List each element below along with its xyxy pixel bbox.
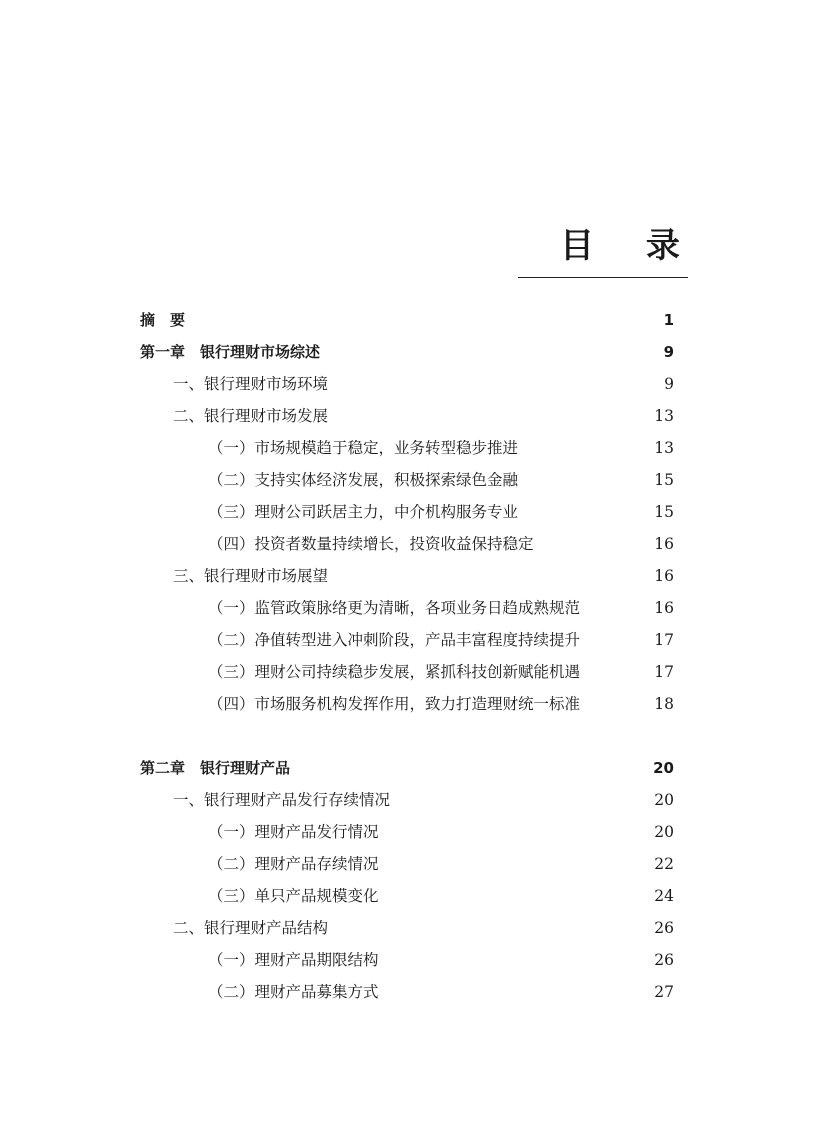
toc-entry-title: （二）净值转型进入冲刺阶段，产品丰富程度持续提升 (208, 631, 581, 649)
toc-entry-page: 15 (654, 503, 674, 521)
toc-entry[interactable] (140, 656, 676, 688)
toc-entry-title: 三、银行理财市场展望 (173, 567, 329, 585)
toc-entry-title: 第二章 银行理财产品 (140, 759, 291, 777)
toc-entry-title: （四）市场服务机构发挥作用，致力打造理财统一标准 (208, 695, 581, 713)
toc-entry-page: 16 (654, 567, 674, 585)
toc-entry-title: 一、银行理财市场环境 (173, 375, 329, 393)
page-title: 目 录 (560, 226, 700, 266)
toc-entry-title: （二）理财产品募集方式 (208, 983, 379, 1001)
toc-entry-page: 26 (654, 919, 674, 937)
toc-entry-page: 27 (654, 983, 674, 1001)
toc-entry-page: 9 (663, 343, 674, 361)
toc-entry[interactable] (140, 784, 676, 816)
toc-entry[interactable] (140, 752, 676, 784)
toc-entry[interactable] (140, 976, 676, 1008)
toc-entry-page: 17 (654, 663, 674, 681)
toc-entry-title: 摘 要 (140, 311, 186, 329)
toc-spacer (140, 720, 676, 752)
toc-entry-title: （一）监管政策脉络更为清晰，各项业务日趋成熟规范 (208, 599, 581, 617)
toc-entry-title: （三）单只产品规模变化 (208, 887, 379, 905)
toc-entry-title: （一）理财产品发行情况 (208, 823, 379, 841)
table-of-contents (140, 304, 676, 1008)
toc-entry[interactable] (140, 944, 676, 976)
toc-entry-page: 16 (654, 599, 674, 617)
toc-entry-page: 20 (653, 759, 674, 777)
toc-entry-title: 二、银行理财产品结构 (173, 919, 329, 937)
title-underline (518, 277, 688, 278)
toc-entry[interactable] (140, 560, 676, 592)
toc-entry-page: 15 (654, 471, 674, 489)
toc-entry-page: 20 (654, 823, 674, 841)
toc-entry-title: 一、银行理财产品发行存续情况 (173, 791, 391, 809)
toc-entry-page: 16 (654, 535, 674, 553)
toc-entry-page: 18 (654, 695, 674, 713)
toc-entry[interactable] (140, 464, 676, 496)
toc-entry[interactable] (140, 816, 676, 848)
toc-entry[interactable] (140, 336, 676, 368)
toc-entry-page: 13 (654, 439, 674, 457)
toc-entry-title: （四）投资者数量持续增长，投资收益保持稳定 (208, 535, 534, 553)
toc-entry-page: 20 (654, 791, 674, 809)
toc-entry-title: （二）理财产品存续情况 (208, 855, 379, 873)
toc-entry-title: （一）理财产品期限结构 (208, 951, 379, 969)
toc-entry[interactable] (140, 688, 676, 720)
toc-entry-page: 17 (654, 631, 674, 649)
toc-entry[interactable] (140, 304, 676, 336)
toc-entry[interactable] (140, 848, 676, 880)
toc-entry[interactable] (140, 368, 676, 400)
toc-entry-title: （三）理财公司持续稳步发展，紧抓科技创新赋能机遇 (208, 663, 581, 681)
toc-entry-page: 26 (654, 951, 674, 969)
toc-entry-page: 1 (663, 311, 674, 329)
toc-entry-title: 第一章 银行理财市场综述 (140, 343, 321, 361)
toc-entry[interactable] (140, 592, 676, 624)
toc-entry-title: （三）理财公司跃居主力，中介机构服务专业 (208, 503, 519, 521)
toc-entry[interactable] (140, 624, 676, 656)
toc-entry-title: （二）支持实体经济发展，积极探索绿色金融 (208, 471, 519, 489)
toc-entry[interactable] (140, 496, 676, 528)
toc-entry-page: 13 (654, 407, 674, 425)
toc-entry-title: 二、银行理财市场发展 (173, 407, 329, 425)
toc-entry-page: 9 (664, 375, 674, 393)
toc-entry-page: 24 (654, 887, 674, 905)
toc-entry[interactable] (140, 432, 676, 464)
toc-entry[interactable] (140, 528, 676, 560)
toc-entry[interactable] (140, 400, 676, 432)
toc-entry[interactable] (140, 880, 676, 912)
toc-entry-title: （一）市场规模趋于稳定，业务转型稳步推进 (208, 439, 519, 457)
toc-entry-page: 22 (654, 855, 674, 873)
toc-entry[interactable] (140, 912, 676, 944)
